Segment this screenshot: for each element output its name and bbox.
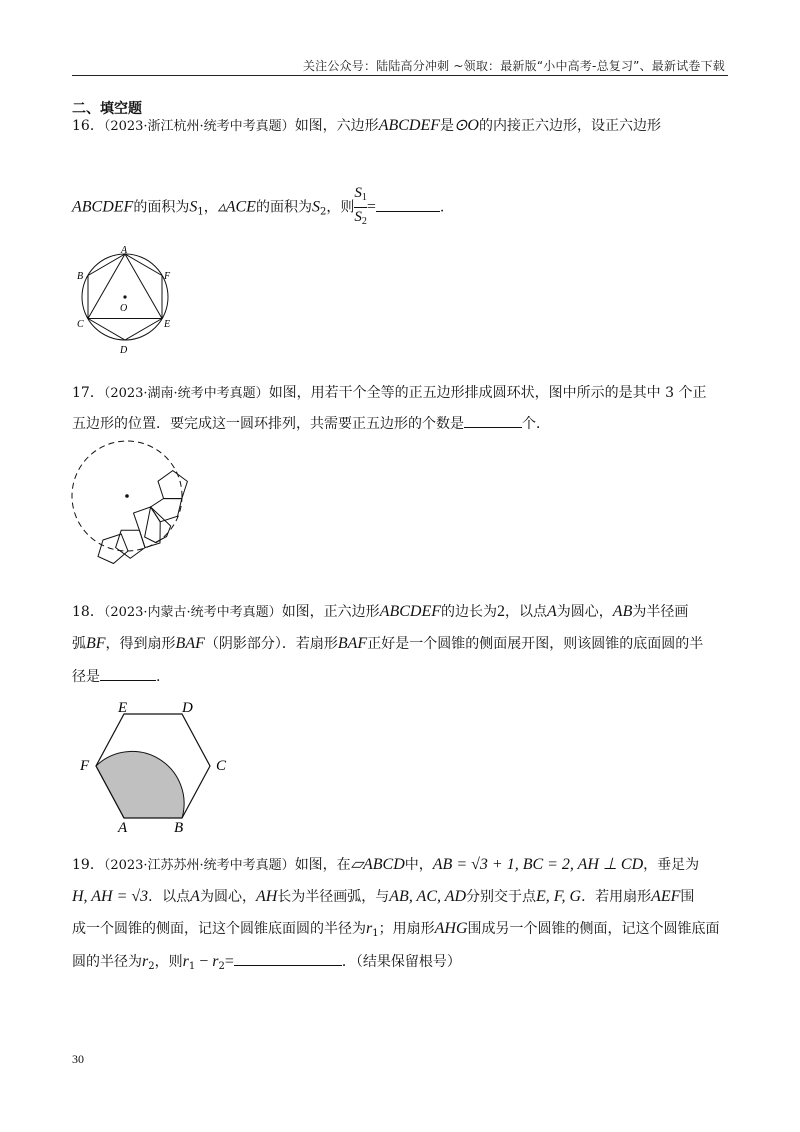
page-number: 30 <box>72 1052 84 1066</box>
q16-fraction: $S_1$ $S_2$ <box>354 185 367 227</box>
q17-line1: 17．（2023·湖南·统考中考真题）如图，用若干个全等的正五边形排成圆环状，图中所示的是其中 3 个正 <box>72 385 707 401</box>
fig18-label-e: E <box>118 700 128 716</box>
q16-number: 16． <box>72 118 104 134</box>
fig18-label-d: D <box>182 700 193 716</box>
q19-source: （2023·江苏苏州·统考中考真题） <box>103 858 295 873</box>
q17-source: （2023·湖南·统考中考真题） <box>103 386 269 401</box>
q16-line1: 16．（2023·浙江杭州·统考中考真题）如图，六边形ABCDEF是⊙O的内接正六边形，设正六边形 <box>72 117 661 134</box>
fig16-label-d: D <box>120 345 128 356</box>
q18-line1: 18．（2023·内蒙古·统考中考真题）如图，正六边形ABCDEF的边长为2，以点A为圆心，AB为半径画 <box>72 603 689 620</box>
fig16-label-b: B <box>77 271 84 282</box>
q19-answer-blank[interactable] <box>234 951 342 966</box>
q19-line1: 19．（2023·江苏苏州·统考中考真题）如图，在▱ABCD中，AB = √3 + 1, BC = 2, AH ⊥ CD，垂足为 <box>72 856 700 873</box>
q18-source: （2023·内蒙古·统考中考真题） <box>103 605 282 620</box>
q16-figure <box>72 245 182 360</box>
q17-answer-blank[interactable] <box>464 413 522 428</box>
q17-line2: 五边形的位置．要完成这一圆环排列，共需要正五边形的个数是 个． <box>72 413 732 434</box>
fig16-label-o: O <box>120 303 128 314</box>
fig18-label-a: A <box>118 820 128 836</box>
page-header: 关注公众号：陆陆高分冲刺 ~领取：最新版“小中高考-总复习”、最新试卷下载 <box>302 59 725 73</box>
fig18-label-c: C <box>216 758 227 774</box>
q16-source: （2023·浙江杭州·统考中考真题） <box>103 119 295 134</box>
q17-figure <box>66 440 216 580</box>
q18-line3: 径是 . <box>72 666 732 687</box>
q18-answer-blank[interactable] <box>100 666 156 681</box>
q17-number: 17． <box>72 385 104 401</box>
q16-line2: ABCDEF的面积为$S_1$，▵ACE的面积为$S_2$，则$S_1$ $S_2=$ . <box>72 185 732 230</box>
fig16-label-e: E <box>164 319 171 330</box>
fig16-label-f: F <box>164 271 171 282</box>
fig18-label-f: F <box>80 758 90 774</box>
q18-line2: 弧BF，得到扇形BAF（阴影部分）．若扇形BAF正好是一个圆锥的侧面展开图，则该圆锥的底面圆的半 <box>72 635 704 652</box>
q19-line4: 圆的半径为$r_2$，则$r_1 - r_2=$ ．（结果保留根号） <box>72 953 461 972</box>
q19-line3: 成一个圆锥的侧面，记这个圆锥底面圆的半径为$r_1$；用扇形AHG围成另一个圆锥的侧面，记这个圆锥底面 <box>72 920 720 939</box>
fig16-label-c: C <box>77 319 84 330</box>
fig18-label-b: B <box>174 820 184 836</box>
q19-number: 19． <box>72 857 104 873</box>
q18-figure <box>74 696 244 836</box>
q18-number: 18． <box>72 604 104 620</box>
q19-line2: H, AH = √3．以点A为圆心，AH长为半径画弧，与AB, AC, AD分别交于点E, F, G．若用扇形AEF围 <box>72 888 695 905</box>
fig16-label-a: A <box>121 245 128 256</box>
header-rule <box>72 75 728 76</box>
q16-answer-blank[interactable] <box>376 197 440 212</box>
section-title: 二、填空题 <box>72 101 142 117</box>
